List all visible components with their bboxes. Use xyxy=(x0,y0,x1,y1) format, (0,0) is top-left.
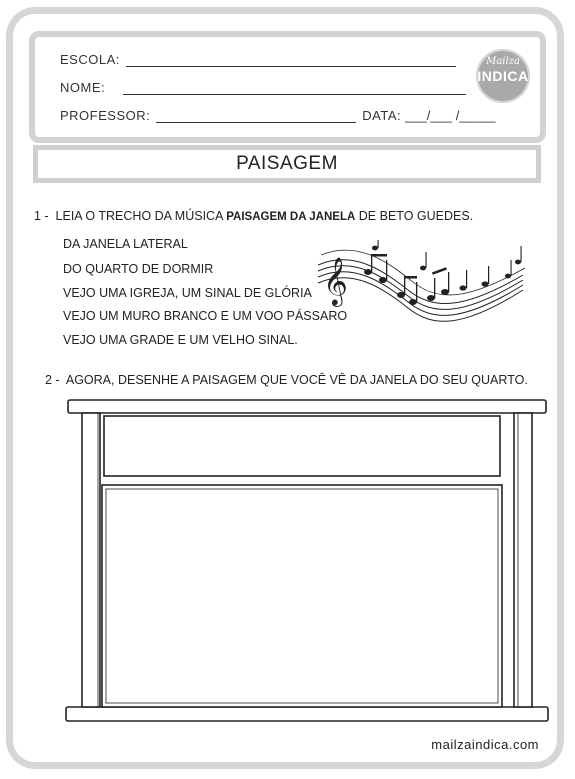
school-label: ESCOLA: xyxy=(60,52,120,67)
school-blank[interactable] xyxy=(126,54,456,67)
date-blank[interactable]: ___/___ /_____ xyxy=(405,108,496,123)
question-1-song-title: PAISAGEM DA JANELA xyxy=(226,211,356,223)
teacher-field xyxy=(60,108,495,123)
name-blank[interactable] xyxy=(123,82,466,95)
question-1-text-after: DE BETO GUEDES. xyxy=(358,209,474,223)
name-field xyxy=(60,80,466,95)
school-field xyxy=(60,52,456,67)
window-frame-icon xyxy=(64,396,550,724)
logo-line-1: Mailza xyxy=(486,56,520,67)
question-2-number: 2 - xyxy=(45,373,60,387)
question-1 xyxy=(34,209,473,223)
teacher-label: PROFESSOR: xyxy=(60,108,151,123)
lyric-line: DO QUARTO DE DORMIR xyxy=(63,262,214,276)
teacher-blank[interactable] xyxy=(156,110,356,123)
lyric-line: VEJO UMA GRADE E UM VELHO SINAL. xyxy=(63,333,298,347)
lyric-line: DA JANELA LATERAL xyxy=(63,237,188,251)
svg-text:𝄞: 𝄞 xyxy=(323,256,348,305)
date-label: DATA: xyxy=(362,108,402,123)
question-2-text: AGORA, DESENHE A PAISAGEM QUE VOCÊ VÊ DA JANELA DO SEU QUARTO. xyxy=(65,373,528,387)
music-notes-icon xyxy=(313,240,528,330)
name-label: NOME: xyxy=(60,80,106,95)
question-1-text-before: LEIA O TRECHO DA MÚSICA xyxy=(55,209,223,223)
question-1-number: 1 - xyxy=(34,209,49,223)
lyric-line: VEJO UM MURO BRANCO E UM VOO PÁSSARO xyxy=(63,309,348,323)
mailza-indica-logo xyxy=(476,49,530,103)
page-title: PAISAGEM xyxy=(38,150,536,178)
logo-line-2: INDICA xyxy=(477,68,529,84)
lyric-line: VEJO UMA IGREJA, UM SINAL DE GLÓRIA xyxy=(63,286,312,300)
footer-site: mailzaindica.com xyxy=(431,737,539,752)
question-2 xyxy=(45,373,528,387)
